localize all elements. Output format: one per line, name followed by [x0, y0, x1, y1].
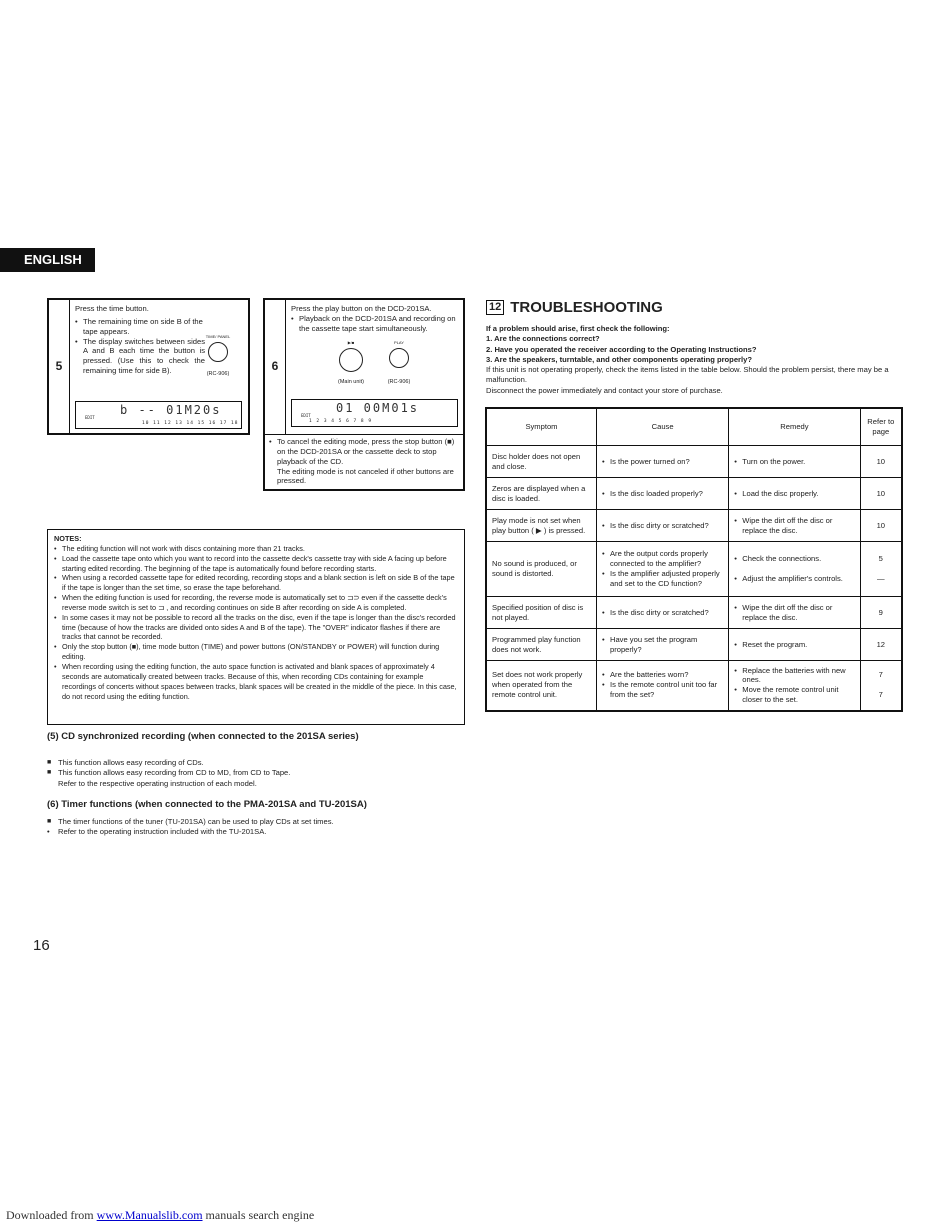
remedy-cell	[729, 478, 860, 510]
note-item: • When using a recorded cassette tape for edited recording, recording stops and a blank section is left on side B of the tape if the tape is longer than the set time, so erase the tape beforehand.	[54, 573, 458, 593]
troubleshooting-table	[485, 407, 903, 712]
table-row	[486, 542, 902, 597]
intro-paragraph: Disconnect the power immediately and contact your store of purchase.	[486, 385, 723, 395]
remedy-cell	[729, 510, 860, 542]
lcd-edit-label: EDIT	[85, 415, 95, 420]
step-5-box	[47, 298, 250, 435]
button-label: ▶/■	[347, 340, 355, 345]
symptom-cell: Zeros are displayed when a disc is loaded.	[486, 478, 596, 510]
table-row	[486, 661, 902, 711]
page-cell	[860, 661, 902, 711]
symptom-cell: Programmed play function does not work.	[486, 629, 596, 661]
cause-cell	[596, 597, 728, 629]
button-label: PLAY	[394, 340, 404, 345]
lcd-digits: b -- 01M20s	[120, 403, 222, 417]
lcd-track-numbers: 1 2 3 4 5 6 7 8 9	[309, 419, 373, 424]
remedy-text: • Wipe the dirt off the disc or replace the disc.	[734, 516, 854, 536]
note-item: • Only the stop button (■), time mode button (TIME) and power buttons (ON/STANDBY or POWER) will function during editing.	[54, 642, 458, 662]
page-cell: 9	[860, 597, 902, 629]
table-row	[486, 629, 902, 661]
remedy-text: • Adjust the amplifier's controls.	[734, 574, 854, 584]
note-item: • In some cases it may not be possible to record all the tracks on the disc, even if the tape is longer than the disc's recorded time (because of how the tracks are divided onto sides A and B of the tape). The "OVER" indicator flashes if there are tracks that cannot be recorded.	[54, 613, 458, 643]
note-item: • When the editing function is used for recording, the reverse mode is automatically set to ⊐⊃ even if the cassette deck's reverse mode switch is set to ⊐ , and recording continues on side B after recording on side A is completed.	[54, 593, 458, 613]
lcd-display	[75, 401, 242, 429]
language-tab: ENGLISH	[0, 248, 95, 272]
symptom-cell: No sound is produced, or sound is distorted.	[486, 542, 596, 597]
header-symptom: Symptom	[486, 408, 596, 446]
table-row	[486, 597, 902, 629]
section-5-continuation: Refer to the respective operating instruction of each model.	[58, 778, 257, 788]
remedy-cell	[729, 542, 860, 597]
header-page: Refer to page	[860, 408, 902, 446]
section-5-item: ■ This function allows easy recording from CD to MD, from CD to Tape.	[47, 768, 467, 778]
lcd-display	[291, 399, 458, 427]
remedy-text: • Check the connections.	[734, 554, 854, 564]
remote-caption: (RC-906)	[387, 379, 411, 386]
cause-cell	[596, 510, 728, 542]
lcd-edit-label: EDIT	[301, 413, 311, 418]
step-bullet: • The remaining time on side B of the tape appears.	[75, 317, 205, 337]
symptom-cell: Play mode is not set when play button ( ▶ ) is pressed.	[486, 510, 596, 542]
main-unit-caption: (Main unit)	[338, 379, 364, 386]
notes-box	[47, 529, 465, 725]
remedy-text: • Turn on the power.	[734, 457, 854, 467]
cause-cell	[596, 478, 728, 510]
manualslib-link[interactable]: www.Manualslib.com	[96, 1208, 203, 1222]
remedy-cell	[729, 629, 860, 661]
cause-cell	[596, 661, 728, 711]
page-cell: 12	[860, 629, 902, 661]
remedy-text: • Reset the program.	[734, 640, 854, 650]
cause-text: • Is the amplifier adjusted properly and set to the CD function?	[602, 569, 723, 589]
page-cell: 10	[860, 446, 902, 478]
header-cause: Cause	[596, 408, 728, 446]
remote-play-illustration	[381, 340, 417, 386]
header-remedy: Remedy	[729, 408, 860, 446]
check-item: 1. Are the connections correct?	[486, 334, 600, 344]
note-item: • Load the cassette tape onto which you want to record into the cassette deck's cassette tray with side A facing up before starting edited recording. The beginning of the tape is automatically found before recording starts.	[54, 554, 458, 574]
step-number: 6	[265, 300, 286, 434]
cause-text: • Are the batteries worn?	[602, 670, 723, 680]
page-ref: —	[877, 574, 885, 583]
table-header-row	[486, 408, 902, 446]
remedy-cell	[729, 446, 860, 478]
step-bullet: • The display switches between sides A and B each time the button is pressed. (Use this to check the remaining time for side B).	[75, 337, 205, 376]
note-item: • The editing function will not work with discs containing more than 21 tracks.	[54, 544, 458, 554]
section-6-title: (6) Timer functions (when connected to the PMA-201SA and TU-201SA)	[47, 799, 367, 810]
notes-title: NOTES:	[54, 534, 82, 543]
page-ref: 5	[878, 554, 883, 564]
section-5-item: ■ This function allows easy recording of CDs.	[47, 758, 467, 768]
table-row	[486, 446, 902, 478]
check-heading: If a problem should arise, first check the following:	[486, 324, 670, 333]
section-5-title: (5) CD synchronized recording (when connected to the 201SA series)	[47, 731, 359, 742]
cancel-note: • To cancel the editing mode, press the stop button (■) on the DCD-201SA or the cassette deck to stop playback of the CD.	[269, 437, 459, 467]
lcd-track-numbers: 10 11 12 13 14 15 16 17 18	[142, 421, 239, 426]
section-title: TROUBLESHOOTING	[510, 299, 663, 316]
check-item: 3. Are the speakers, turntable, and other components operating properly?	[486, 354, 752, 364]
note-item: • When recording using the editing function, the auto space function is activated and blank spaces of approximately 4 seconds are automatically created between tracks. Because of this, when recording CDs containing for example recordings of concerts without spaces between tracks, blank spaces will be created in the middle of the piece. In this case, do not record using the editing function.	[54, 662, 458, 701]
button-label: TIME/ PANEL	[205, 334, 231, 339]
page-ref: 7	[878, 690, 883, 700]
download-footer	[6, 1208, 314, 1223]
footer-suffix: manuals search engine	[202, 1208, 315, 1222]
step-6-box	[263, 298, 465, 491]
symptom-cell: Disc holder does not open and close.	[486, 446, 596, 478]
cause-text: • Is the disc loaded properly?	[602, 489, 723, 499]
cause-text: • Is the power turned on?	[602, 457, 723, 467]
cause-text: • Is the disc dirty or scratched?	[602, 608, 723, 618]
remedy-text: • Move the remote control unit closer to the set.	[734, 685, 854, 705]
symptom-cell: Set does not work properly when operated from the remote control unit.	[486, 661, 596, 711]
cause-text: • Have you set the program properly?	[602, 635, 723, 655]
troubleshooting-heading	[486, 299, 663, 316]
remedy-text: • Replace the batteries with new ones.	[734, 666, 854, 686]
page-cell	[860, 542, 902, 597]
cause-text: • Are the output cords properly connected to the amplifier?	[602, 549, 723, 569]
remedy-cell	[729, 661, 860, 711]
remedy-text: • Wipe the dirt off the disc or replace the disc.	[734, 603, 854, 623]
main-unit-play-illustration	[331, 340, 371, 386]
intro-paragraph: If this unit is not operating properly, check the items listed in the table below. Should the problem persist, there may be a malfunction.	[486, 365, 889, 385]
cancel-note-continued: The editing mode is not canceled if other buttons are pressed.	[277, 466, 454, 486]
step-intro: Press the play button on the DCD-201SA.	[291, 304, 432, 313]
page-ref: 7	[878, 670, 883, 680]
cause-cell	[596, 542, 728, 597]
section-number: 12	[486, 300, 504, 315]
symptom-cell: Specified position of disc is not played.	[486, 597, 596, 629]
page-number: 16	[33, 937, 50, 954]
remedy-text: • Load the disc properly.	[734, 489, 854, 499]
step-bullet: • Playback on the DCD-201SA and recording on the cassette tape start simultaneously.	[291, 314, 461, 334]
remote-caption: (RC-906)	[206, 371, 230, 378]
lcd-digits: 01 00M01s	[336, 401, 420, 415]
cause-text: • Is the remote control unit too far from the set?	[602, 680, 723, 700]
remedy-cell	[729, 597, 860, 629]
section-6-item: ■ The timer functions of the tuner (TU-201SA) can be used to play CDs at set times.	[47, 817, 467, 827]
cause-text: • Is the disc dirty or scratched?	[602, 521, 723, 531]
check-item: 2. Have you operated the receiver according to the Operating Instructions?	[486, 344, 757, 354]
table-row	[486, 510, 902, 542]
footer-prefix: Downloaded from	[6, 1208, 97, 1222]
troubleshooting-intro	[486, 324, 906, 396]
finger-press-icon	[208, 342, 228, 362]
remote-time-button-illustration	[200, 334, 236, 378]
page-cell: 10	[860, 510, 902, 542]
cause-cell	[596, 446, 728, 478]
table-row	[486, 478, 902, 510]
step-number: 5	[49, 300, 70, 433]
finger-press-icon	[389, 348, 409, 368]
section-6-item: • Refer to the operating instruction included with the TU-201SA.	[47, 827, 467, 837]
step-intro: Press the time button.	[75, 304, 149, 313]
page-cell: 10	[860, 478, 902, 510]
cause-cell	[596, 629, 728, 661]
play-button-icon	[339, 348, 363, 372]
